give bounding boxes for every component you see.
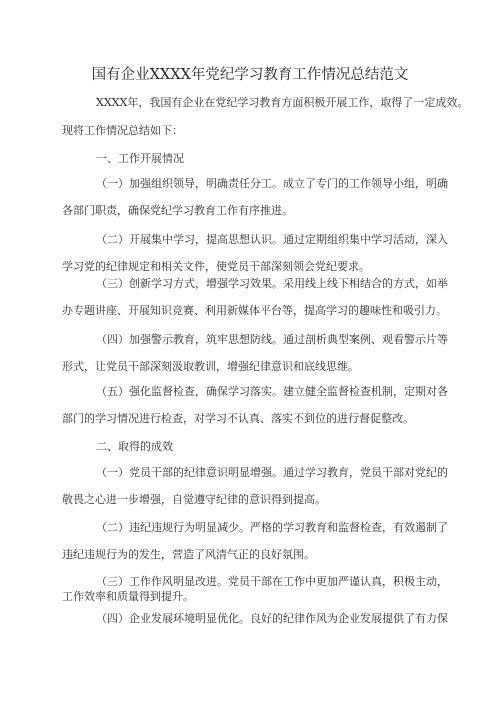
paragraph-line: （三）工作作风明显改进。党员干部在工作中更加严谨认真，积极主动， [96, 575, 448, 588]
paragraph-line: 办专题讲座、开展知识竞赛、利用新媒体平台等，提高学习的趣味性和吸引力。 [62, 304, 447, 317]
paragraph-line: 违纪违规行为的发生，营造了风清气正的良好氛围。 [62, 548, 315, 561]
paragraph-line: 部门的学习情况进行检查，对学习不认真、落实不到位的进行督促整改。 [62, 412, 414, 425]
paragraph-line: 学习党的纪律规定和相关文件，使党员干部深刻领会党纪要求。 [62, 260, 370, 273]
paragraph-line: （三）创新学习方式，增强学习效果。采用线上线下相结合的方式，如举 [96, 277, 448, 290]
paragraph-line: （五）强化监督检查，确保学习落实。建立健全监督检查机制，定期对各 [96, 385, 448, 398]
paragraph-line: （一）加强组织领导，明确责任分工。成立了专门的工作领导小组，明确 [96, 177, 448, 190]
document-title: 国有企业XXXX年党纪学习教育工作情况总结范文 [91, 67, 409, 83]
section-heading: 二、取得的成效 [96, 440, 173, 453]
paragraph-line: 现将工作情况总结如下： [62, 124, 183, 137]
paragraph-line: （二）违纪违规行为明显减少。严格的学习教育和监督检查，有效遏制了 [96, 521, 448, 534]
paragraph-line: 形式，让党员干部深刻汲取教训，增强纪律意识和底线思维。 [62, 360, 359, 373]
paragraph-line: 敬畏之心进一步增强，自觉遵守纪律的意识得到提高。 [62, 493, 326, 506]
paragraph-line: （一）党员干部的纪律意识明显增强。通过学习教育，党员干部对党纪的 [96, 466, 448, 479]
paragraph-line: （四）企业发展环境明显优化。良好的纪律作风为企业发展提供了有力保 [96, 612, 448, 625]
paragraph-line: （二）开展集中学习，提高思想认识。通过定期组织集中学习活动，深入 [96, 233, 448, 246]
paragraph-line: （四）加强警示教育，筑牢思想防线。通过剖析典型案例、观看警示片等 [96, 333, 448, 346]
paragraph-line: 工作效率和质量得到提升。 [62, 590, 194, 603]
paragraph-line: 各部门职责，确保党纪学习教育工作有序推进。 [62, 204, 293, 217]
paragraph-line: XXXX年，我国有企业在党纪学习教育方面积极开展工作，取得了一定成效。 [96, 96, 469, 109]
section-heading: 一、工作开展情况 [96, 152, 184, 165]
